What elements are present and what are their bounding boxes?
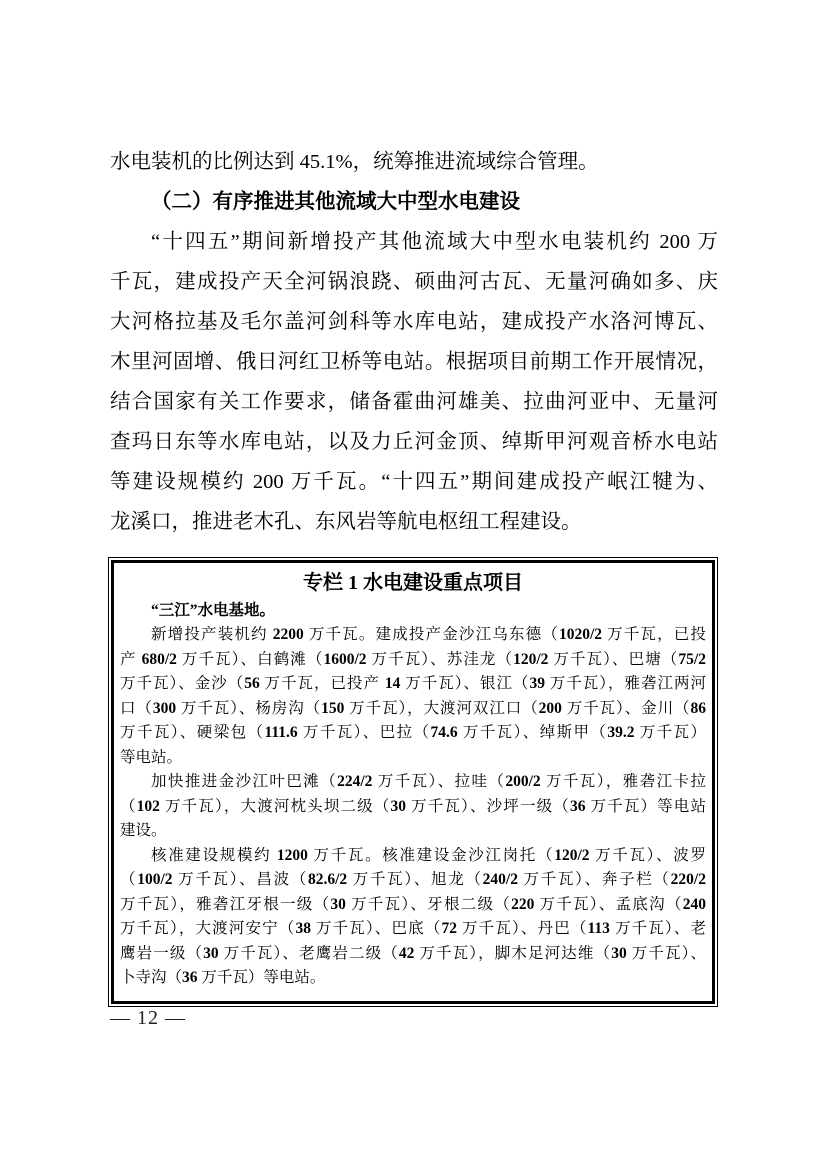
box-paragraph-accelerated — [120, 770, 706, 844]
text-line: “十四五”期间新增投产其他流域大中型水电装机约 200 万 — [151, 231, 718, 253]
text-line: （100/2 万千瓦）、昌波（82.6/2 万千瓦）、旭龙（240/2 万千瓦）、奔子栏（220/2 — [120, 871, 706, 888]
text-line: 木里河固增、俄日河红卫桥等电站。根据项目前期工作开展情况， — [110, 351, 718, 373]
page-number: — 12 — — [110, 1007, 186, 1029]
text-line: 产 680/2 万千瓦）、白鹤滩（1600/2 万千瓦）、苏洼龙（120/2 万千瓦）、巴塘（75/2 — [120, 650, 706, 668]
paragraph-continued — [110, 142, 718, 182]
text-line: （102 万千瓦），大渡河枕头坝二级（30 万千瓦）、沙坪一级（36 万千瓦）等电站 — [120, 797, 706, 815]
section-heading: （二）有序推进其他流域大中型水电建设 — [151, 191, 520, 213]
text-line: 万千瓦）、硬梁包（111.6 万千瓦）、巴拉（74.6 万千瓦）、绰斯甲（39.2 万千瓦） — [120, 724, 706, 741]
text-line: 口（300 万千瓦）、杨房沟（150 万千瓦），大渡河双江口（200 万千瓦）、金川（86 — [120, 699, 706, 717]
text-line: 等建设规模约 200 万千瓦。“十四五”期间建成投产岷江犍为、 — [110, 471, 718, 493]
text-line: 水电装机的比例达到 45.1%，统筹推进流域综合管理。 — [110, 151, 599, 173]
box-subtitle: “三江”水电基地。 — [151, 602, 276, 619]
highlight-box — [108, 557, 718, 1007]
text-line: 大河格拉基及毛尔盖河剑科等水库电站，建成投产水洛河博瓦、 — [110, 311, 718, 333]
box-paragraph-commissioned — [120, 623, 706, 770]
text-line: 万千瓦）、金沙（56 万千瓦，已投产 14 万千瓦）、银江（39 万千瓦），雅砻江两河 — [120, 675, 706, 692]
text-line: 万千瓦），大渡河安宁（38 万千瓦）、巴底（72 万千瓦）、丹巴（113 万千瓦）、老 — [120, 920, 706, 937]
text-line: 龙溪口，推进老木孔、东风岩等航电枢纽工程建设。 — [110, 511, 582, 533]
text-line: 千瓦，建成投产天全河锅浪跷、硕曲河古瓦、无量河确如多、庆 — [110, 271, 718, 293]
text-line: 核准建设规模约 1200 万千瓦。核准建设金沙江岗托（120/2 万千瓦）、波罗 — [151, 846, 706, 864]
paragraph-main — [110, 222, 718, 542]
text-line: 新增投产装机约 2200 万千瓦。建成投产金沙江乌东德（1020/2 万千瓦，已投 — [151, 626, 706, 643]
text-line: 加快推进金沙江叶巴滩（224/2 万千瓦）、拉哇（200/2 万千瓦），雅砻江卡拉 — [151, 773, 706, 790]
text-line: 结合国家有关工作要求，储备霍曲河雄美、拉曲河亚中、无量河 — [110, 391, 718, 413]
text-line: 查玛日东等水库电站，以及力丘河金顶、绰斯甲河观音桥水电站 — [110, 431, 718, 453]
highlight-box-inner — [111, 560, 715, 1004]
text-line: 卜寺沟（36 万千瓦）等电站。 — [120, 969, 326, 986]
box-title: 专栏 1 水电建设重点项目 — [303, 572, 523, 594]
box-paragraph-approved — [120, 844, 706, 991]
text-line: 等电站。 — [120, 748, 183, 766]
page-content — [110, 142, 718, 1007]
text-line: 万千瓦），雅砻江牙根一级（30 万千瓦）、牙根二级（220 万千瓦）、孟底沟（240 — [120, 895, 706, 913]
text-line: 建设。 — [120, 822, 167, 839]
text-line: 鹰岩一级（30 万千瓦）、老鹰岩二级（42 万千瓦），脚木足河达维（30 万千瓦）、 — [120, 944, 706, 962]
